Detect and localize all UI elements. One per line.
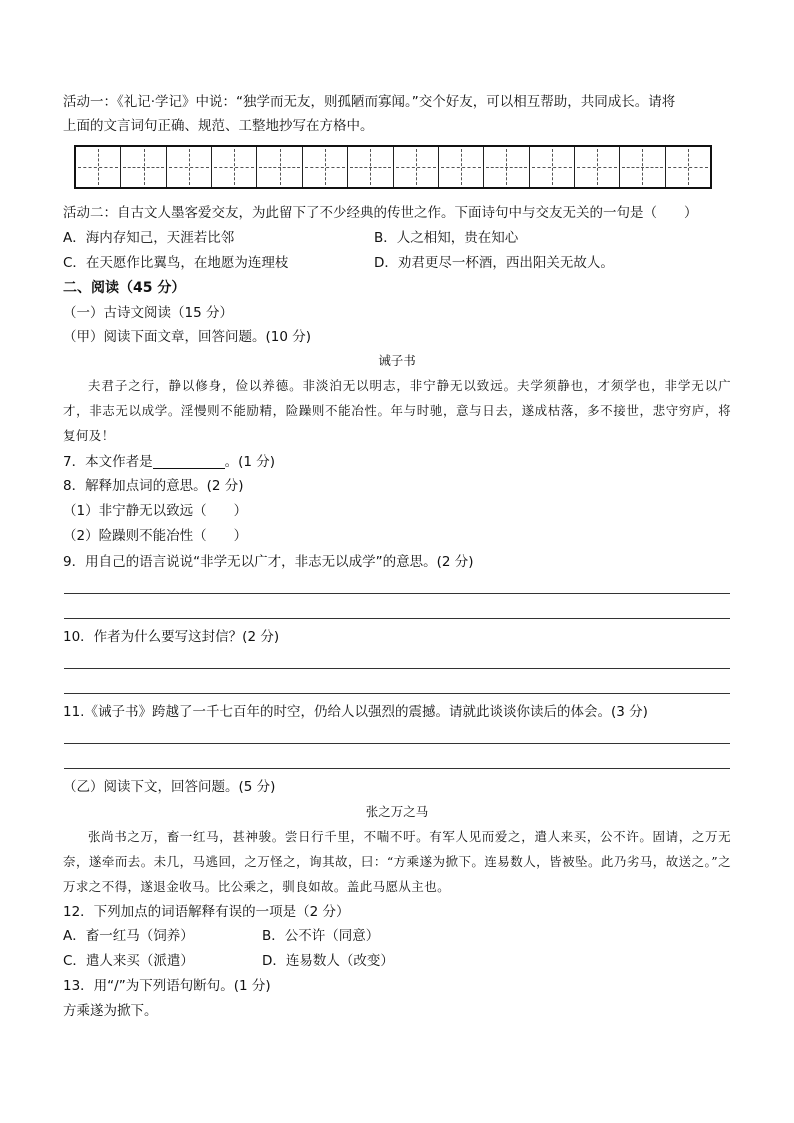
- writing-grid[interactable]: [74, 145, 712, 189]
- grid-cell[interactable]: [121, 147, 166, 187]
- grid-cell[interactable]: [212, 147, 257, 187]
- answer-line[interactable]: [64, 743, 730, 744]
- question-12-option-c: C．遣人来买（派遣）: [63, 953, 194, 969]
- question-12-option-a: A．畜一红马（饲养）: [63, 928, 194, 944]
- grid-cell[interactable]: [666, 147, 710, 187]
- activity1-line1: 活动一：《礼记·学记》中说：“独学而无友，则孤陋而寡闻。”交个好友，可以相互帮助，共同成长。请将: [63, 94, 676, 110]
- grid-cell[interactable]: [348, 147, 393, 187]
- question-12-option-b: B．公不许（同意）: [262, 928, 380, 944]
- passage2-text: 张尚书之万，畜一红马，甚神骏。尝日行千里，不喘不吁。有军人见而爱之，遣人来买，公不许。固请，之万无奈，遂牵而去。未几，马逃回，之万怪之，询其故，曰：“方乘遂为掀下。连易数人，皆被坠。此乃劣马，故送之。”之万求之不得，遂退金收马。比公乘之，驯良如故。盖此马愿从主也。: [63, 829, 731, 894]
- grid-cell[interactable]: [575, 147, 620, 187]
- question-8-2: （2）险躁则不能冶性（ ）: [63, 528, 248, 544]
- grid-cell[interactable]: [530, 147, 575, 187]
- grid-cell[interactable]: [257, 147, 302, 187]
- question-7-blank[interactable]: [153, 455, 225, 469]
- question-12: 12．下列加点的词语解释有误的一项是（2 分）: [63, 904, 350, 920]
- question-10: 10．作者为什么要写这封信？(2 分): [63, 629, 280, 645]
- grid-cell[interactable]: [484, 147, 529, 187]
- question-9: 9．用自己的语言说说“非学无以广才，非志无以成学”的意思。(2 分): [63, 554, 474, 570]
- grid-cell[interactable]: [439, 147, 484, 187]
- section2-sub1: （一）古诗文阅读（15 分）: [63, 305, 233, 321]
- activity2-option-d: D．劝君更尽一杯酒，西出阳关无故人。: [374, 255, 614, 271]
- answer-line[interactable]: [64, 618, 730, 619]
- grid-cell[interactable]: [167, 147, 212, 187]
- part-yi-instruction: （乙）阅读下文，回答问题。(5 分): [63, 779, 276, 795]
- activity2-option-c: C．在天愿作比翼鸟，在地愿为连理枝: [63, 255, 289, 271]
- question-7-suffix: 。(1 分): [224, 454, 276, 470]
- grid-cell[interactable]: [76, 147, 121, 187]
- grid-cell[interactable]: [394, 147, 439, 187]
- passage2-title: 张之万之马: [365, 804, 429, 819]
- question-7: [63, 452, 275, 472]
- passage1-title: 诫子书: [378, 353, 416, 368]
- question-8-1: （1）非宁静无以致远（ ）: [63, 503, 248, 519]
- question-11: 11.《诫子书》跨越了一千七百年的时空，仍给人以强烈的震撼。请就此谈谈你读后的体会。(3 分): [63, 704, 648, 720]
- question-13-text: 方乘遂为掀下。: [63, 1003, 158, 1019]
- question-8: 8．解释加点词的意思。(2 分): [63, 478, 244, 494]
- answer-line[interactable]: [64, 768, 730, 769]
- activity1-line2: 上面的文言词句正确、规范、工整地抄写在方格中。: [63, 118, 374, 134]
- grid-cell[interactable]: [303, 147, 348, 187]
- section2-heading: 二、阅读（45 分）: [63, 280, 186, 296]
- passage1-text: 夫君子之行，静以修身，俭以养德。非淡泊无以明志，非宁静无以致远。夫学须静也，才须学也，非学无以广才，非志无以成学。淫慢则不能励精，险躁则不能冶性。年与时驰，意与日去，遂成枯落，多不接世，悲守穷庐，将复何及！: [63, 378, 731, 443]
- answer-line[interactable]: [64, 693, 730, 694]
- question-12-option-d: D．连易数人（改变）: [262, 953, 394, 969]
- activity2-option-b: B．人之相知，贵在知心: [374, 230, 519, 246]
- question-13: 13．用“/”为下列语句断句。(1 分): [63, 978, 271, 994]
- part-jia-instruction: （甲）阅读下面文章，回答问题。(10 分): [63, 329, 312, 345]
- question-7-prefix: 7．本文作者是: [63, 454, 153, 470]
- activity2-option-a: A．海内存知己，天涯若比邻: [63, 230, 235, 246]
- answer-line[interactable]: [64, 593, 730, 594]
- activity2-question: 活动二：自古文人墨客爱交友，为此留下了不少经典的传世之作。下面诗句中与交友无关的一句是（ ）: [63, 205, 698, 221]
- grid-cell[interactable]: [620, 147, 665, 187]
- answer-line[interactable]: [64, 668, 730, 669]
